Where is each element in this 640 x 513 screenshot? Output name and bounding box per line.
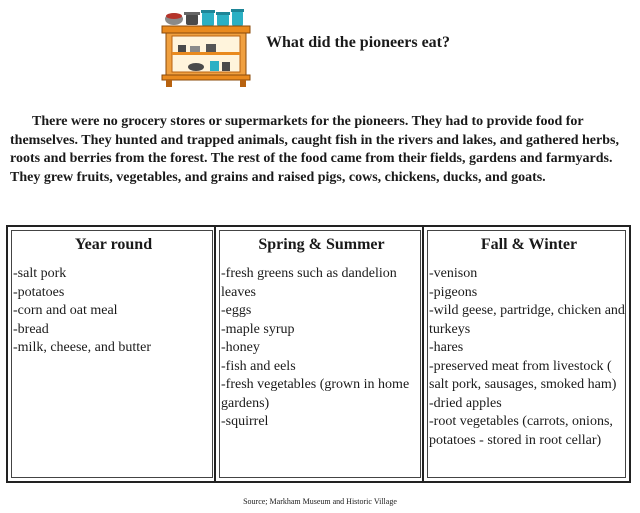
list-item: -wild geese, partridge, chicken and turkeys	[429, 303, 625, 337]
list-item: -fresh vegetables (grown in home gardens)	[221, 377, 410, 411]
jars-group	[165, 9, 244, 26]
list-item: -salt pork	[13, 266, 67, 281]
intro-paragraph: There were no grocery stores or supermarkets for the pioneers. They had to provide food for themselves. They hunted and trapped animals, caught fish in the rivers and lakes, and gathered herbs, roots and berries from the forest. The rest of the food came from their fields, gardens and farmyards. They grew fruits, vegetables, and grains and raised pigs, cows, chickens, ducks, and goats.	[10, 114, 619, 185]
list-item: -potatoes	[13, 284, 65, 300]
list-item: -honey	[221, 340, 260, 355]
pantry-cabinet-illustration	[160, 6, 252, 88]
page-title: What did the pioneers eat?	[266, 34, 450, 51]
list-item: -fresh greens such as dandelion leaves	[221, 266, 397, 300]
list-item: -maple syrup	[221, 321, 295, 337]
list-item: -pigeons	[429, 284, 478, 300]
list-item: -eggs	[221, 303, 252, 318]
spring-summer-header: Spring & Summer	[258, 236, 385, 253]
list-item: -bread	[13, 321, 49, 337]
list-item: -dried apples	[429, 395, 502, 411]
source-citation: Source; Markham Museum and Historic Village	[243, 497, 397, 506]
spring-summer-list	[221, 265, 422, 432]
list-item: -root vegetables (carrots, onions, potatoes - stored in root cellar)	[429, 414, 613, 448]
spring-summer-column	[216, 227, 424, 481]
list-item: -squirrel	[221, 414, 269, 429]
fall-winter-column	[424, 227, 629, 481]
list-item: -milk, cheese, and butter	[13, 340, 152, 355]
year-round-header: Year round	[74, 236, 153, 253]
list-item: -corn and oat meal	[13, 303, 118, 318]
year-round-list	[13, 265, 214, 358]
food-table	[6, 225, 631, 483]
list-item: -preserved meat from livestock ( salt pork, sausages, smoked ham)	[429, 358, 617, 392]
list-item: -hares	[429, 340, 464, 355]
year-round-column	[8, 227, 216, 481]
fall-winter-list	[429, 265, 629, 450]
list-item: -venison	[429, 266, 478, 281]
list-item: -fish and eels	[221, 358, 296, 374]
fall-winter-header: Fall & Winter	[480, 236, 578, 253]
